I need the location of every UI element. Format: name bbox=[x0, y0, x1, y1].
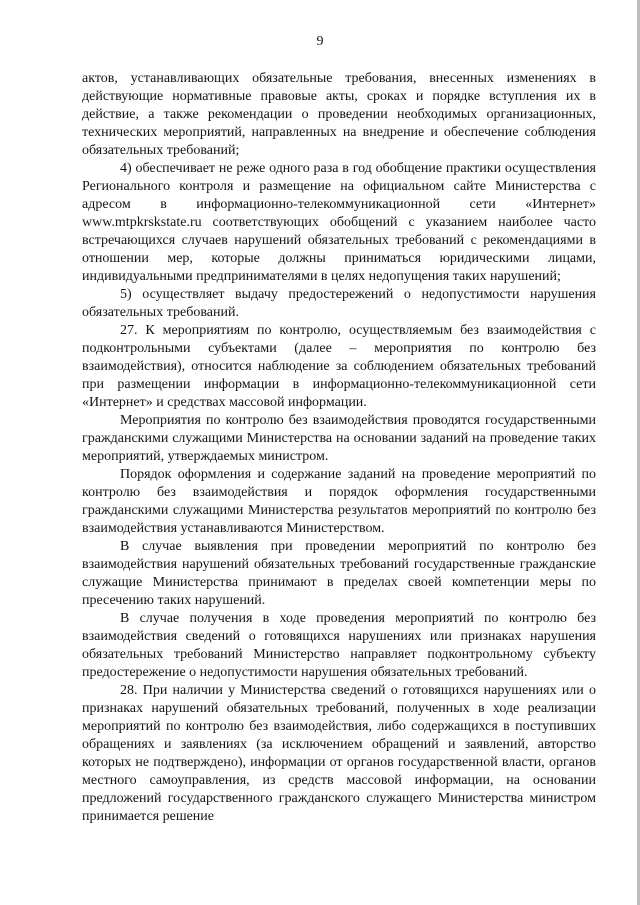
paragraph: 4) обеспечивает не реже одного раза в год обобщение практики осуществления Регионального контроля и размещение на официальном сайте Министерства с адресом в информационно-телекоммуникационной сети «Интернет» www.mtpkrskstate.ru соответствующих обобщений с указанием наиболее часто встречающихся случаев нарушений обязательных требований с рекомендациями в отношении мер, которые должны приниматься юридическими лицами, индивидуальными предпринимателями в целях недопущения таких нарушений; bbox=[82, 161, 596, 284]
paragraph: 5) осуществляет выдачу предостережений о недопустимости нарушения обязательных требований. bbox=[82, 287, 596, 320]
document-body bbox=[82, 70, 596, 826]
paragraph: 28. При наличии у Министерства сведений о готовящихся нарушениях или о признаках нарушений обязательных требований, полученных в ходе реализации мероприятий по контролю без взаимодействия, либо содержащихся в поступивших обращениях и заявлениях (за исключением обращений и заявлений, авторство которых не подтверждено), информации от органов государственной власти, органов местного самоуправления, из средств массовой информации, на основании предложений государственного гражданского служащего Министерства министром принимается решение bbox=[82, 683, 596, 824]
paragraph: В случае выявления при проведении мероприятий по контролю без взаимодействия нарушений обязательных требований государственные гражданские служащие Министерства принимают в пределах своей компетенции меры по пресечению таких нарушений. bbox=[82, 539, 596, 608]
paragraph: 27. К мероприятиям по контролю, осуществляемым без взаимодействия с подконтрольными субъектами (далее – мероприятия по контролю без взаимодействия), относится наблюдение за соблюдением обязательных требований при размещении информации в информационно-телекоммуникационной сети «Интернет» и средствах массовой информации. bbox=[82, 323, 596, 410]
paragraph: В случае получения в ходе проведения мероприятий по контролю без взаимодействия сведений о готовящихся нарушениях или признаках нарушения обязательных требований Министерство направляет подконтрольному субъекту предостережение о недопустимости нарушения обязательных требований. bbox=[82, 611, 596, 680]
paragraph: актов, устанавливающих обязательные требования, внесенных изменениях в действующие нормативные правовые акты, сроках и порядке вступления их в действие, а также рекомендации о проведении необходимых организационных, технических мероприятий, направленных на внедрение и обеспечение соблюдения обязательных требований; bbox=[82, 71, 596, 158]
page-number: 9 bbox=[316, 34, 324, 49]
paragraph: Мероприятия по контролю без взаимодействия проводятся государственными гражданскими служащими Министерства на основании заданий на проведение таких мероприятий, утверждаемых министром. bbox=[82, 413, 596, 464]
paragraph: Порядок оформления и содержание заданий на проведение мероприятий по контролю без взаимодействия и порядок оформления государственными гражданскими служащими Министерства результатов мероприятий по контролю без взаимодействия устанавливаются Министерством. bbox=[82, 467, 596, 536]
